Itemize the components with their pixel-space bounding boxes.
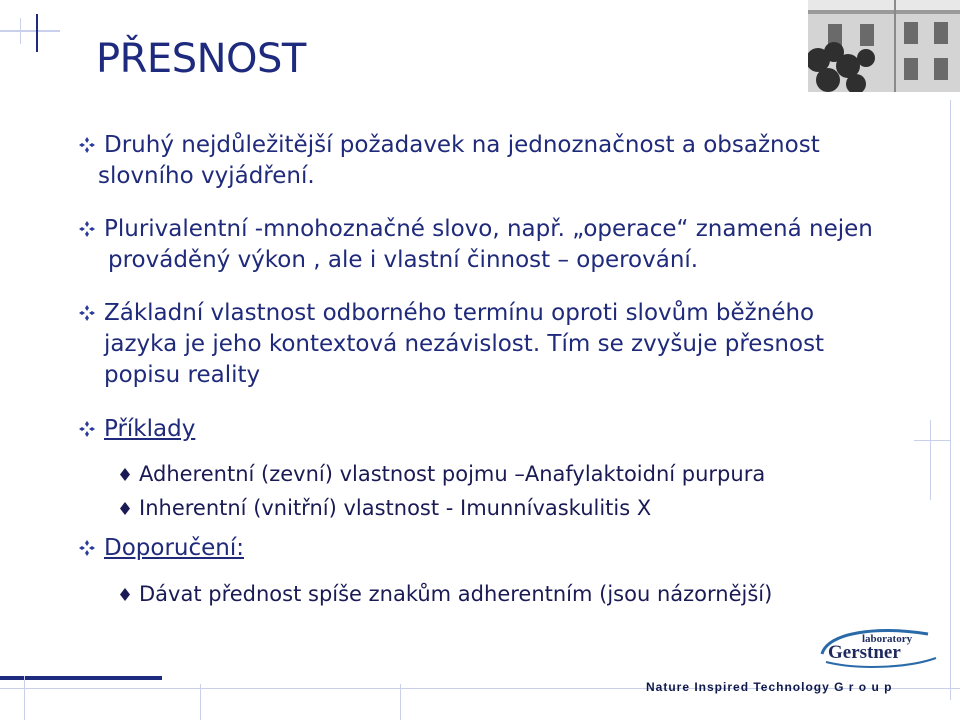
four-diamond-bullet-icon: [78, 220, 96, 238]
footer-text: Nature Inspired Technology G r o u p: [646, 680, 893, 694]
example-item-2-text: Inherentní (vnitřní) vlastnost - Imunnívaskulitis X: [139, 496, 652, 520]
recommendations-heading: Doporučení:: [104, 535, 244, 561]
svg-text:laboratory: laboratory: [862, 633, 913, 645]
four-diamond-bullet-icon: [78, 304, 96, 322]
bullet-4: [78, 414, 195, 445]
four-diamond-bullet-icon: [78, 539, 96, 557]
recommendation-item-1: [120, 579, 772, 609]
examples-heading: Příklady: [104, 416, 196, 442]
bullet-3: [78, 298, 824, 391]
svg-text:Gerstner: Gerstner: [828, 642, 901, 663]
building-photo: [808, 0, 960, 92]
bullet-2: [78, 214, 873, 276]
deco-line-right-h: [914, 440, 950, 441]
diamond-bullet-icon: [120, 588, 130, 601]
deco-line-top-v: [36, 14, 38, 52]
example-item-1-text: Adherentní (zevní) vlastnost pojmu –Anafylaktoidní purpura: [139, 462, 766, 486]
bullet-3-line-2: jazyka je jeho kontextová nezávislost. Tím se zvyšuje přesnost: [104, 331, 825, 357]
deco-line-right-v: [930, 420, 931, 500]
bullet-1-line-2: slovního vyjádření.: [98, 163, 315, 189]
example-item-1: [120, 459, 765, 489]
bullet-2-line-2: prováděný výkon , ale i vlastní činnost – operování.: [108, 247, 699, 273]
deco-line-top-v2: [20, 18, 21, 44]
diamond-bullet-icon: [120, 468, 130, 481]
deco-line-bottom-v2: [200, 684, 201, 720]
diamond-bullet-icon: [120, 502, 130, 515]
bullet-5: [78, 533, 244, 564]
slide-title: PŘESNOST: [96, 36, 306, 82]
deco-line-right-edge: [950, 100, 951, 700]
bullet-2-line-1: Plurivalentní -mnohoznačné slovo, např. „operace“ znamená nejen: [104, 216, 873, 242]
four-diamond-bullet-icon: [78, 136, 96, 154]
recommendation-item-1-text: Dávat přednost spíše znakům adherentním (jsou názornější): [139, 582, 773, 606]
deco-line-top-h: [0, 30, 60, 32]
bullet-3-line-3: popisu reality: [104, 362, 261, 388]
four-diamond-bullet-icon: [78, 420, 96, 438]
example-item-2: [120, 493, 651, 523]
gerstner-logo: [818, 624, 940, 672]
bullet-1: [78, 130, 820, 192]
deco-line-bottom-v3: [400, 684, 401, 720]
deco-line-bottom-v1: [24, 676, 25, 720]
bullet-3-line-1: Základní vlastnost odborného termínu oproti slovům běžného: [104, 300, 815, 326]
bullet-1-line-1: Druhý nejdůležitější požadavek na jednoznačnost a obsažnost: [104, 132, 820, 158]
